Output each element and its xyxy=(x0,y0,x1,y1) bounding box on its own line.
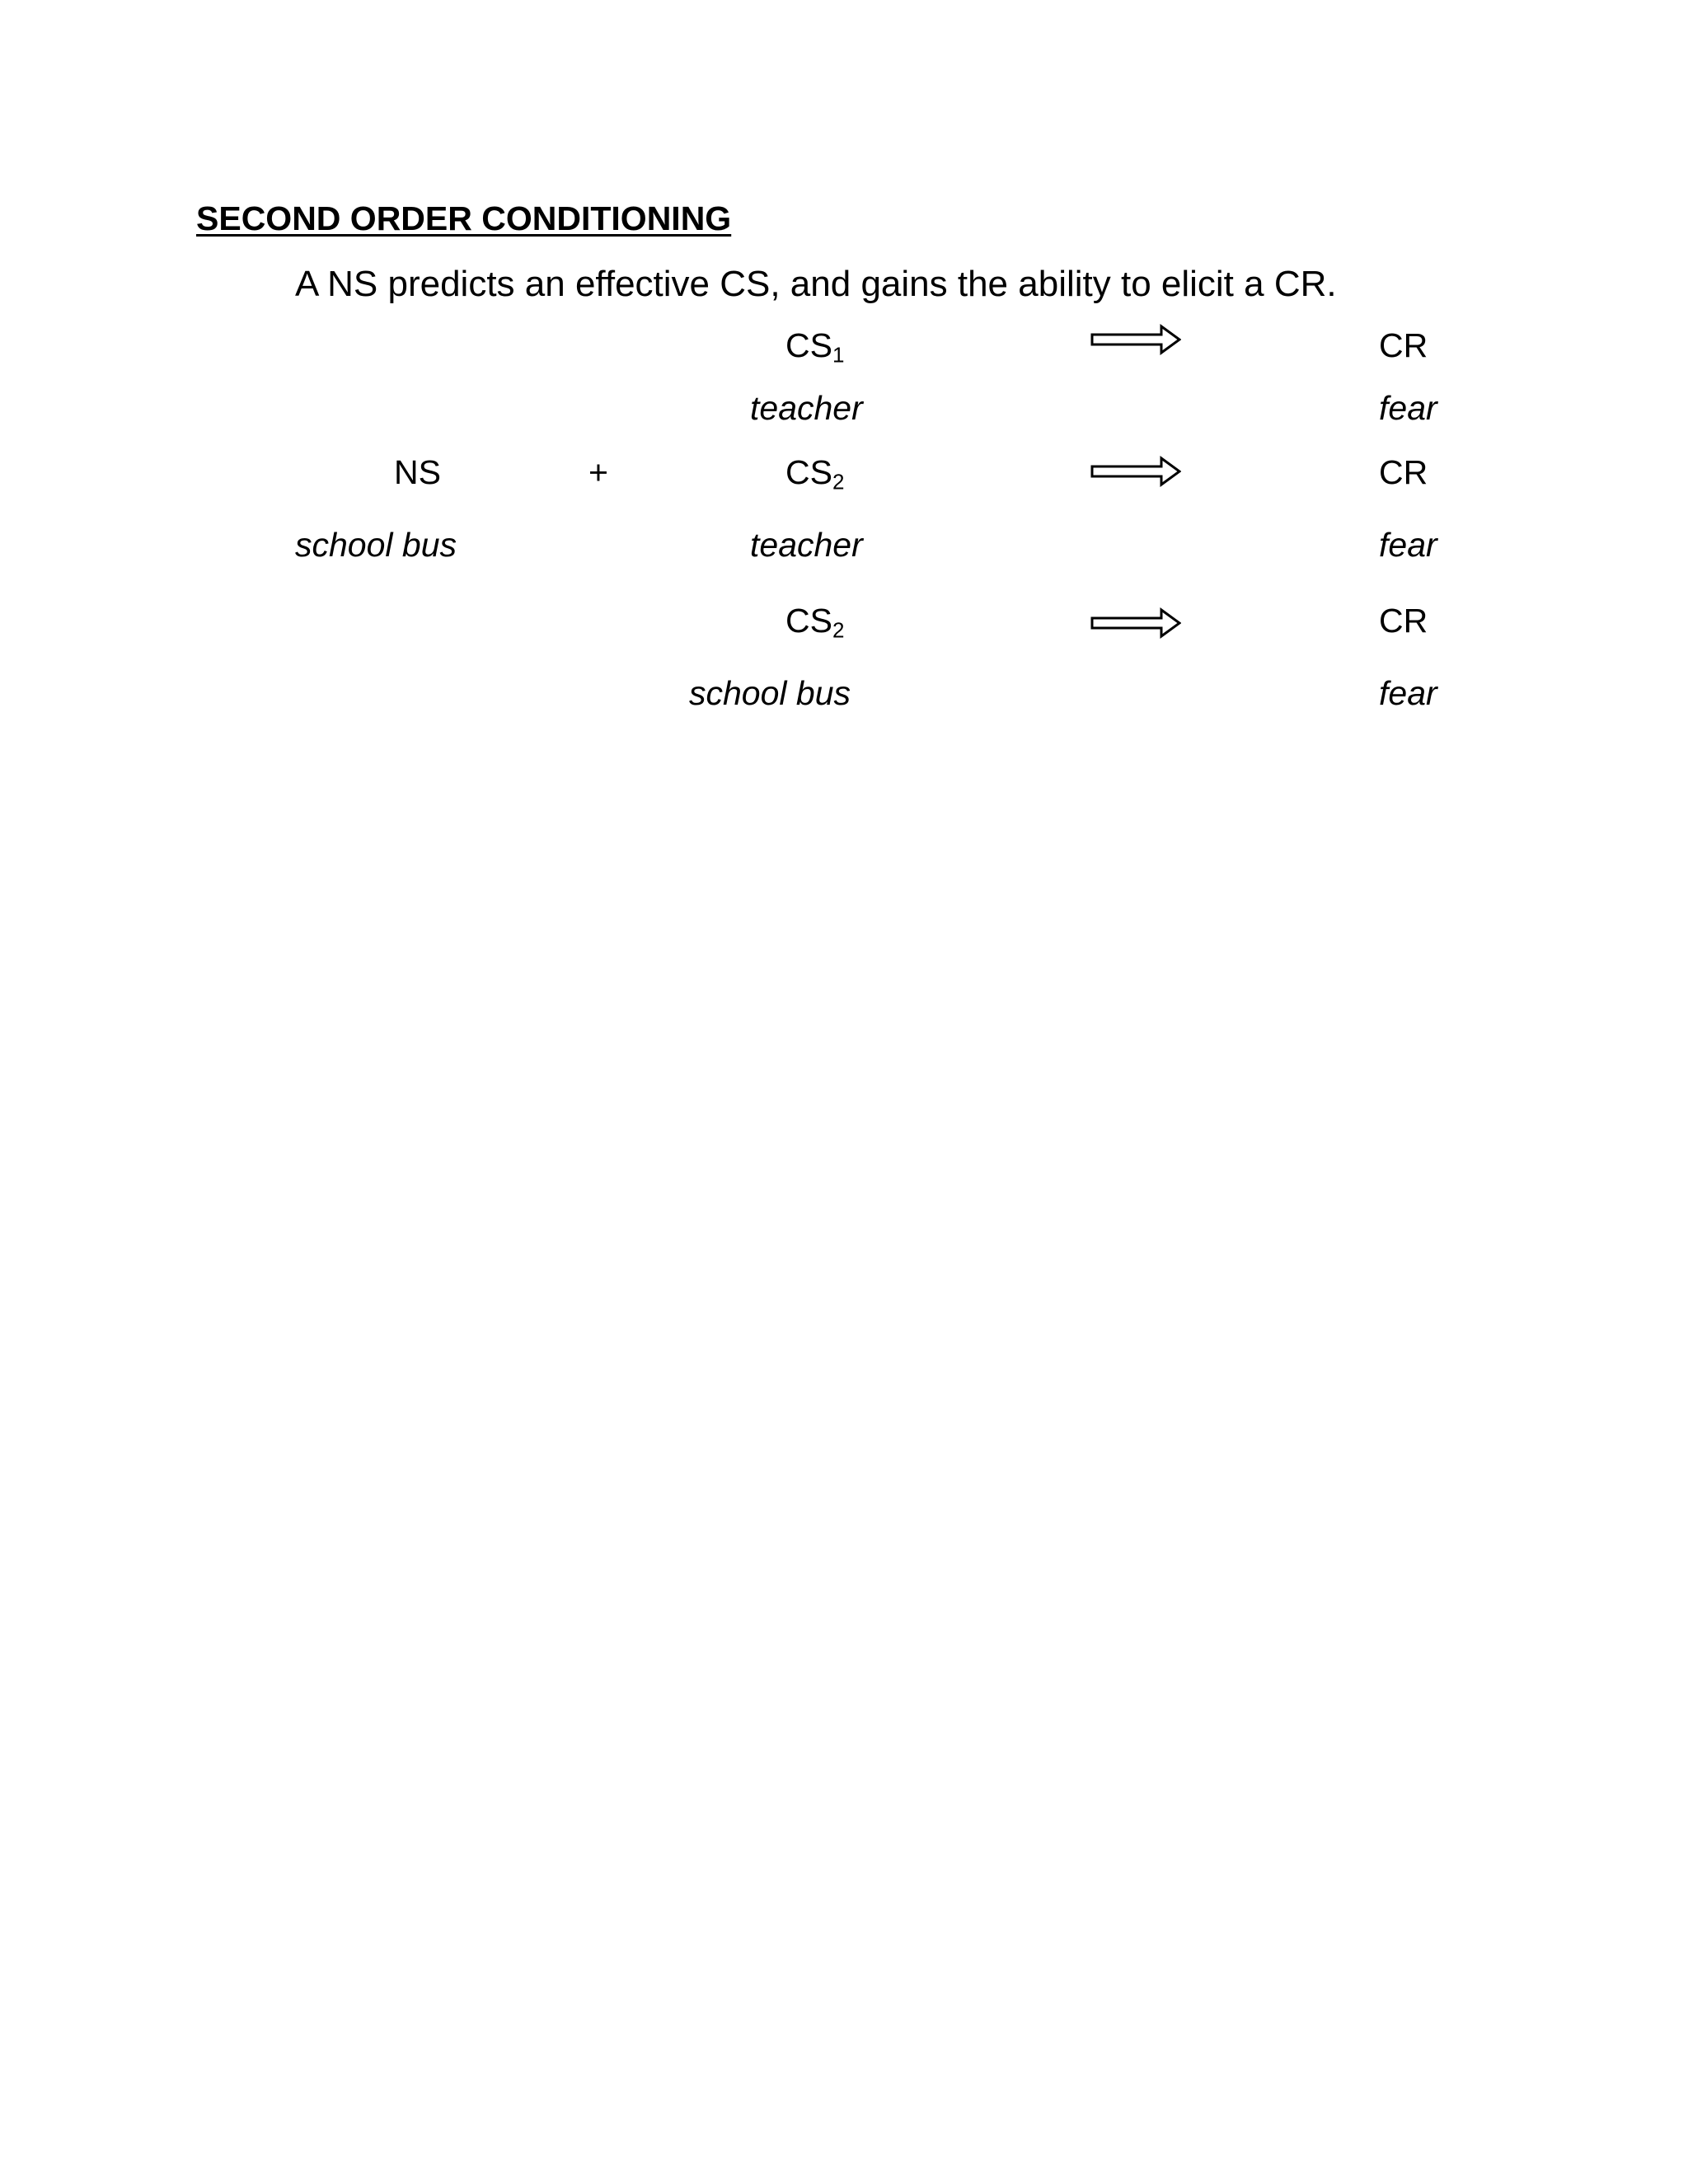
row1-stimulus-example: teacher xyxy=(750,389,863,427)
row1-response-example: fear xyxy=(1379,389,1437,427)
page-heading: SECOND ORDER CONDITIONING xyxy=(196,199,732,237)
right-arrow-icon xyxy=(1090,323,1181,356)
cs-text: CS xyxy=(785,602,832,640)
cs-subscript: 2 xyxy=(832,617,845,643)
row2-ns-label: NS xyxy=(394,453,441,491)
row3-stimulus-label xyxy=(785,602,845,643)
intro-sentence: A NS predicts an effective CS, and gains the ability to elicit a CR. xyxy=(295,264,1337,304)
row2-ns-example: school bus xyxy=(295,526,457,564)
row2-response-label: CR xyxy=(1379,453,1428,491)
row2-plus-sign: + xyxy=(588,453,608,491)
row2-stimulus-example: teacher xyxy=(750,526,863,564)
row1-stimulus-label xyxy=(785,326,845,368)
row2-response-example: fear xyxy=(1379,526,1437,564)
cs-text: CS xyxy=(785,326,832,364)
row3-response-label: CR xyxy=(1379,602,1428,640)
row3-stimulus-example: school bus xyxy=(689,674,851,712)
row3-response-example: fear xyxy=(1379,674,1437,712)
row2-stimulus-label xyxy=(785,453,844,492)
cs-subscript: 1 xyxy=(832,342,845,368)
right-arrow-icon xyxy=(1090,607,1181,640)
row1-response-label: CR xyxy=(1379,326,1428,364)
cs-subscript: 2 xyxy=(832,469,845,494)
right-arrow-icon xyxy=(1090,455,1181,488)
cs-text: CS xyxy=(785,453,832,491)
